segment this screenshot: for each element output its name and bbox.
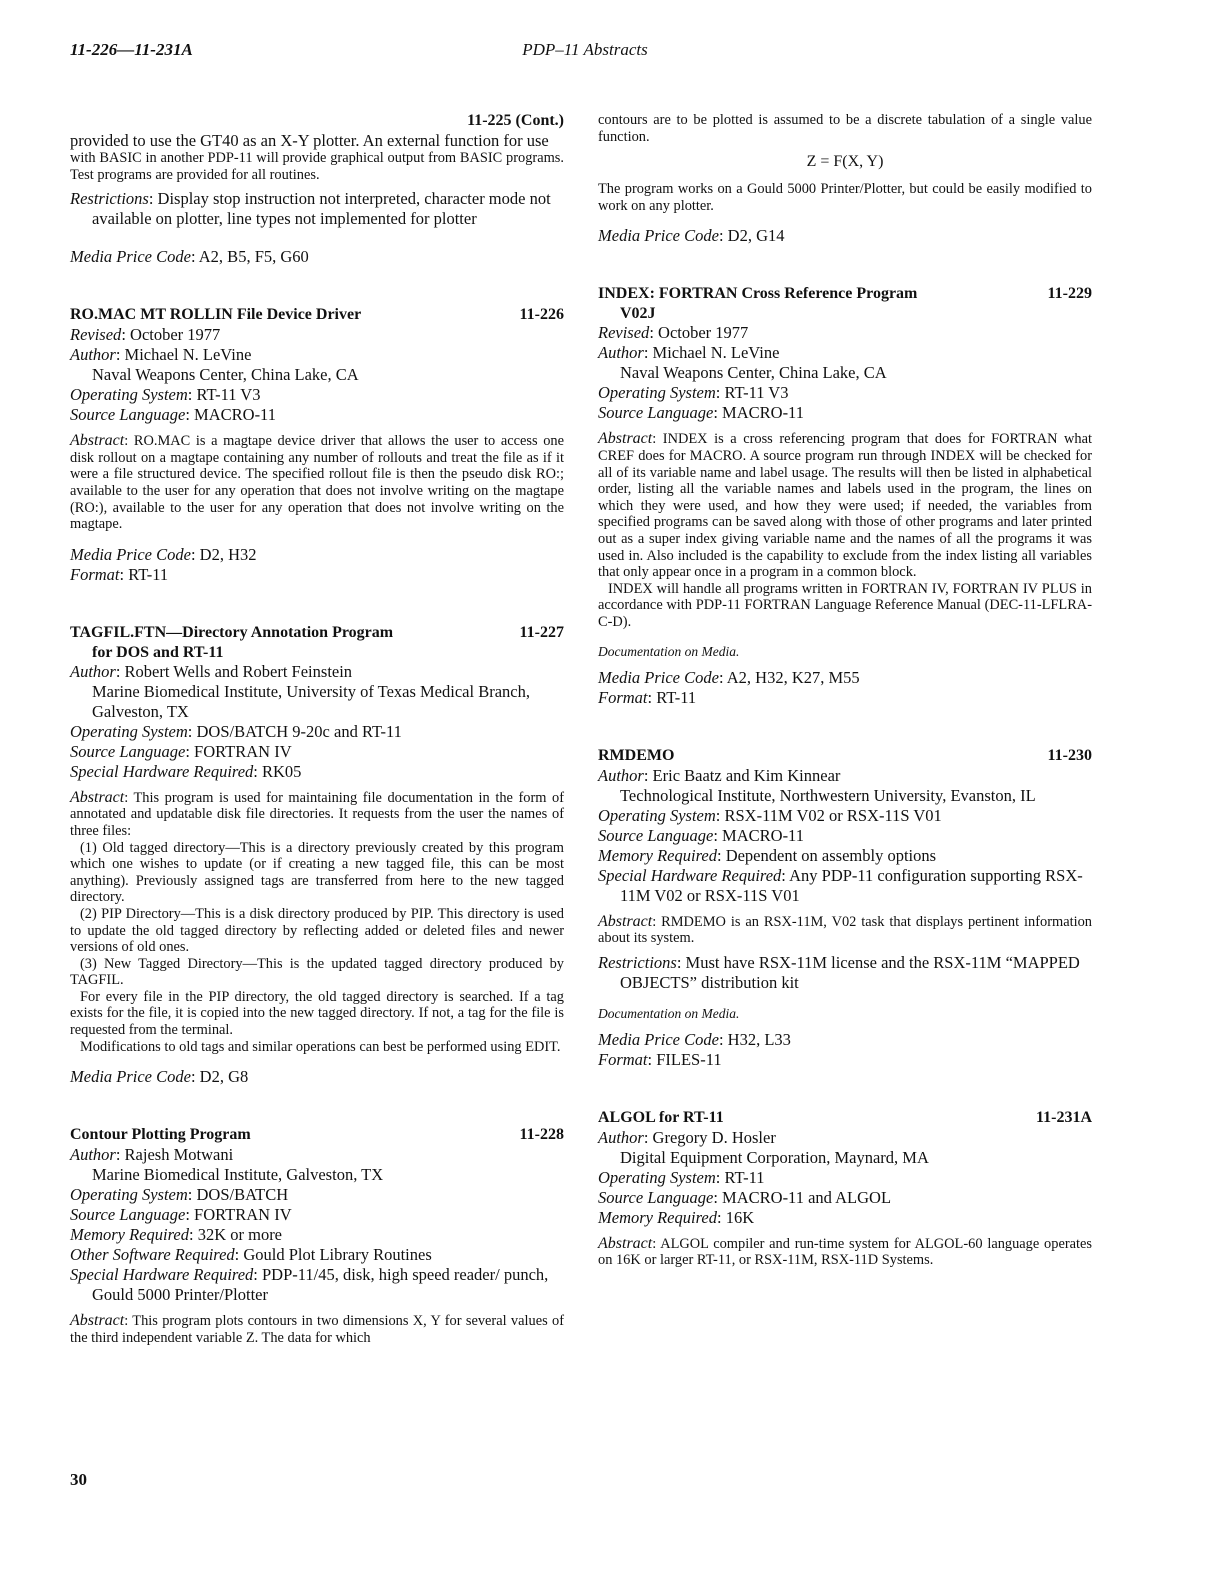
entry-11-227 [70, 623, 564, 1088]
revised: Revised: October 1977 [598, 323, 749, 343]
source-language: Source Language: MACRO-11 [70, 405, 276, 425]
entry-title: ALGOL for RT-11 [598, 1108, 724, 1126]
media-price-code: Media Price Code: A2, B5, F5, G60 [70, 247, 309, 267]
entry-title-row [70, 1125, 564, 1145]
page-number: 30 [70, 1470, 87, 1489]
entry-title-row [70, 623, 564, 643]
media-price-code: Media Price Code: A2, H32, K27, M55 [598, 667, 860, 687]
abstract-paragraph: (1) Old tagged directory—This is a directory previously created by this program which one wishes to update (or if creating a new tagged file, this can be most anything). Previously assigned tags are transferred from here to the new tagged directory. [70, 839, 564, 906]
entry-title-row [598, 284, 1092, 304]
entry-number: 11-228 [519, 1126, 564, 1144]
operating-system: Operating System: RT-11 V3 [70, 385, 261, 405]
entry-number: 11-225 (Cont.) [467, 112, 564, 129]
entry-title-line-2: for DOS and RT-11 [92, 643, 224, 661]
entry-title: INDEX: FORTRAN Cross Reference Program [598, 285, 918, 303]
format: Format: FILES-11 [598, 1049, 722, 1069]
special-hardware: Special Hardware Required: Any PDP-11 configuration supporting RSX-11M V02 or RSX-11S V01 [598, 865, 1083, 905]
restrictions: Restrictions: Display stop instruction not interpreted, character mode not available on plotter, line types not implemented for plotter [70, 189, 551, 229]
entry-11-226 [70, 305, 564, 585]
right-column [598, 112, 1092, 1269]
continued-text-2: The program works on a Gould 5000 Printer/Plotter, but could be easily modified to work on any plotter. [598, 181, 1092, 214]
author: Author: Eric Baatz and Kim Kinnear [598, 765, 841, 785]
entry-title-row [598, 1108, 1092, 1128]
author: Author: Michael N. LeVine [70, 345, 252, 365]
author: Author: Michael N. LeVine [598, 343, 780, 363]
abstract-paragraph: Modifications to old tags and similar operations can best be performed using EDIT. [80, 1038, 561, 1055]
source-language: Source Language: FORTRAN IV [70, 741, 292, 761]
entry-11-225-cont [70, 112, 564, 267]
affiliation: Naval Weapons Center, China Lake, CA [92, 365, 359, 385]
memory-required: Memory Required: 16K [598, 1207, 755, 1227]
abstract: Abstract: This program plots contours in two dimensions X, Y for several values of the third independent variable Z. The data for which [70, 1312, 564, 1346]
operating-system: Operating System: RT-11 V3 [598, 383, 789, 403]
abstract: Abstract: RO.MAC is a magtape device driver that allows the user to access one disk rollout on a magtape containing any number of rollouts and treat the file as if it were a file structured device. The specified rollout file is then the pseudo disk RO:; available to the user for any operation that does not involve writing on the magtape (RO:), available to the user for any operation that does not involve writing on the magtape. [70, 432, 564, 533]
entry-11-228-cont [598, 112, 1092, 246]
entry-title: Contour Plotting Program [70, 1126, 251, 1144]
entry-11-228 [70, 1125, 564, 1346]
abstract: Abstract: INDEX is a cross referencing program that does for FORTRAN what CREF does for MACRO. A source program run through INDEX will be checked for all of its variable name and label usage. The results will then be listed in alphabetical order, listing all the variable names and labels used in the program, the lines on which they were used, and how they were used; if needed, the variables from specified programs can be saved along with those of other programs and later printed out as a super index giving variable name and the names of all the programs it was used in. Also included is the capability to exclude from the index listing all variables that only appear once in a program in a common block. INDEX will handle all programs written in FORTRAN IV, FORTRAN IV PLUS in accordance with PDP-11 FORTRAN Language Reference Manual (DEC-11-LFLRA-C-D). [598, 430, 1092, 630]
continued-text-2: with BASIC in another PDP-11 will provide graphical output from BASIC programs. Test programs are provided for all routines. [70, 150, 564, 183]
documentation-note: Documentation on Media. [598, 1005, 740, 1021]
format: Format: RT-11 [70, 564, 169, 584]
source-language: Source Language: MACRO-11 [598, 403, 804, 423]
entry-title: TAGFIL.FTN—Directory Annotation Program [70, 623, 394, 641]
header-title: PDP–11 Abstracts [522, 40, 648, 59]
abstract-paragraph: For every file in the PIP directory, the old tagged directory is searched. If a tag exists for the file, it is copied into the new tagged directory. If not, a tag for the file is requested from the terminal. [70, 988, 564, 1039]
continued-text: contours are to be plotted is assumed to be a discrete tabulation of a single value function. [598, 112, 1092, 145]
affiliation: Naval Weapons Center, China Lake, CA [620, 363, 887, 383]
documentation-note: Documentation on Media. [598, 643, 740, 659]
left-column [70, 112, 564, 1346]
entry-11-230 [598, 746, 1092, 1070]
page-header [70, 40, 1100, 66]
abstract-paragraph: (3) New Tagged Directory—This is the updated tagged directory produced by TAGFIL. [70, 955, 564, 989]
operating-system: Operating System: DOS/BATCH 9-20c and RT-11 [70, 721, 402, 741]
entry-number: 11-227 [519, 623, 564, 641]
author: Author: Rajesh Motwani [70, 1145, 234, 1165]
entry-title-line-2: V02J [620, 305, 656, 323]
formula: Z = F(X, Y) [806, 153, 884, 171]
special-hardware: Special Hardware Required: RK05 [70, 761, 302, 781]
affiliation: Digital Equipment Corporation, Maynard, MA [620, 1147, 929, 1167]
media-price-code: Media Price Code: D2, G14 [598, 226, 785, 246]
operating-system: Operating System: RT-11 [598, 1167, 765, 1187]
abstract: Abstract: This program is used for maintaining file documentation in the form of annotated and updatable disk file directories. It requests from the user the names of three files: (1) Old tagged directory—This is a directory previously created by this program which one wishes to update (or if creating a new tagged file, this can be most anything). Previously assigned tags are transferred from here to the new tagged directory. (2) PIP Directory—This is a disk directory produced by PIP. This directory is used to update the old tagged directory by reflecting added or deleted files and newer versions of old ones. (3) New Tagged Directory—This is the updated tagged directory produced by TAGFIL. For every file in the PIP directory, the old tagged directory is searched. If a tag exists for the file, it is copied into the new tagged directory. If not, a tag for the file is requested from the terminal. Modifications to old tags and similar operations can best be performed using EDIT. [70, 788, 564, 1055]
format: Format: RT-11 [598, 687, 697, 707]
media-price-code: Media Price Code: H32, L33 [598, 1029, 791, 1049]
operating-system: Operating System: RSX-11M V02 or RSX-11S V01 [598, 805, 942, 825]
entry-title: RO.MAC MT ROLLIN File Device Driver [70, 306, 362, 324]
memory-required: Memory Required: Dependent on assembly options [598, 845, 937, 865]
other-software: Other Software Required: Gould Plot Library Routines [70, 1245, 432, 1265]
media-price-code: Media Price Code: D2, G8 [70, 1067, 249, 1087]
entry-title-row [598, 746, 1092, 766]
entry-title: RMDEMO [598, 746, 675, 764]
abstract-paragraph: (2) PIP Directory—This is a disk directory produced by PIP. This directory is used to update the old tagged directory by reflecting added or deleted files and newer versions of old ones. [70, 905, 564, 956]
author: Author: Robert Wells and Robert Feinstein [70, 661, 353, 681]
affiliation: Marine Biomedical Institute, Galveston, TX [92, 1165, 384, 1185]
entry-11-229 [598, 284, 1092, 707]
entry-title-row [70, 305, 564, 325]
operating-system: Operating System: DOS/BATCH [70, 1185, 289, 1205]
entry-number: 11-229 [1047, 285, 1092, 303]
entry-number: 11-231A [1036, 1108, 1092, 1126]
header-range: 11-226—11-231A [70, 40, 193, 59]
abstract-paragraph: INDEX will handle all programs written in FORTRAN IV, FORTRAN IV PLUS in accordance with PDP-11 FORTRAN Language Reference Manual (DEC-11-LFLRA-C-D). [598, 580, 1092, 630]
source-language: Source Language: MACRO-11 and ALGOL [598, 1187, 892, 1207]
memory-required: Memory Required: 32K or more [70, 1225, 283, 1245]
special-hardware: Special Hardware Required: PDP-11/45, disk, high speed reader/ punch, Gould 5000 Printer/Plotter [70, 1265, 549, 1305]
media-price-code: Media Price Code: D2, H32 [70, 544, 257, 564]
restrictions: Restrictions: Must have RSX-11M license and the RSX-11M “MAPPED OBJECTS” distribution kit [598, 952, 1080, 992]
entry-number: 11-230 [1047, 746, 1092, 764]
revised: Revised: October 1977 [70, 325, 221, 345]
author: Author: Gregory D. Hosler [598, 1127, 776, 1147]
abstract: Abstract: RMDEMO is an RSX-11M, V02 task that displays pertinent information about its system. [598, 912, 1092, 947]
abstract: Abstract: ALGOL compiler and run-time system for ALGOL-60 language operates on 16K or larger RT-11, or RSX-11M, RSX-11D Systems. [598, 1234, 1092, 1269]
affiliation: Marine Biomedical Institute, University of Texas Medical Branch, Galveston, TX [92, 681, 530, 721]
source-language: Source Language: FORTRAN IV [70, 1205, 292, 1225]
entry-11-231A [598, 1108, 1092, 1269]
affiliation: Technological Institute, Northwestern University, Evanston, IL [620, 785, 1036, 805]
entry-number: 11-226 [519, 306, 564, 324]
continued-text: provided to use the GT40 as an X-Y plotter. An external function for use [70, 131, 549, 150]
source-language: Source Language: MACRO-11 [598, 825, 804, 845]
